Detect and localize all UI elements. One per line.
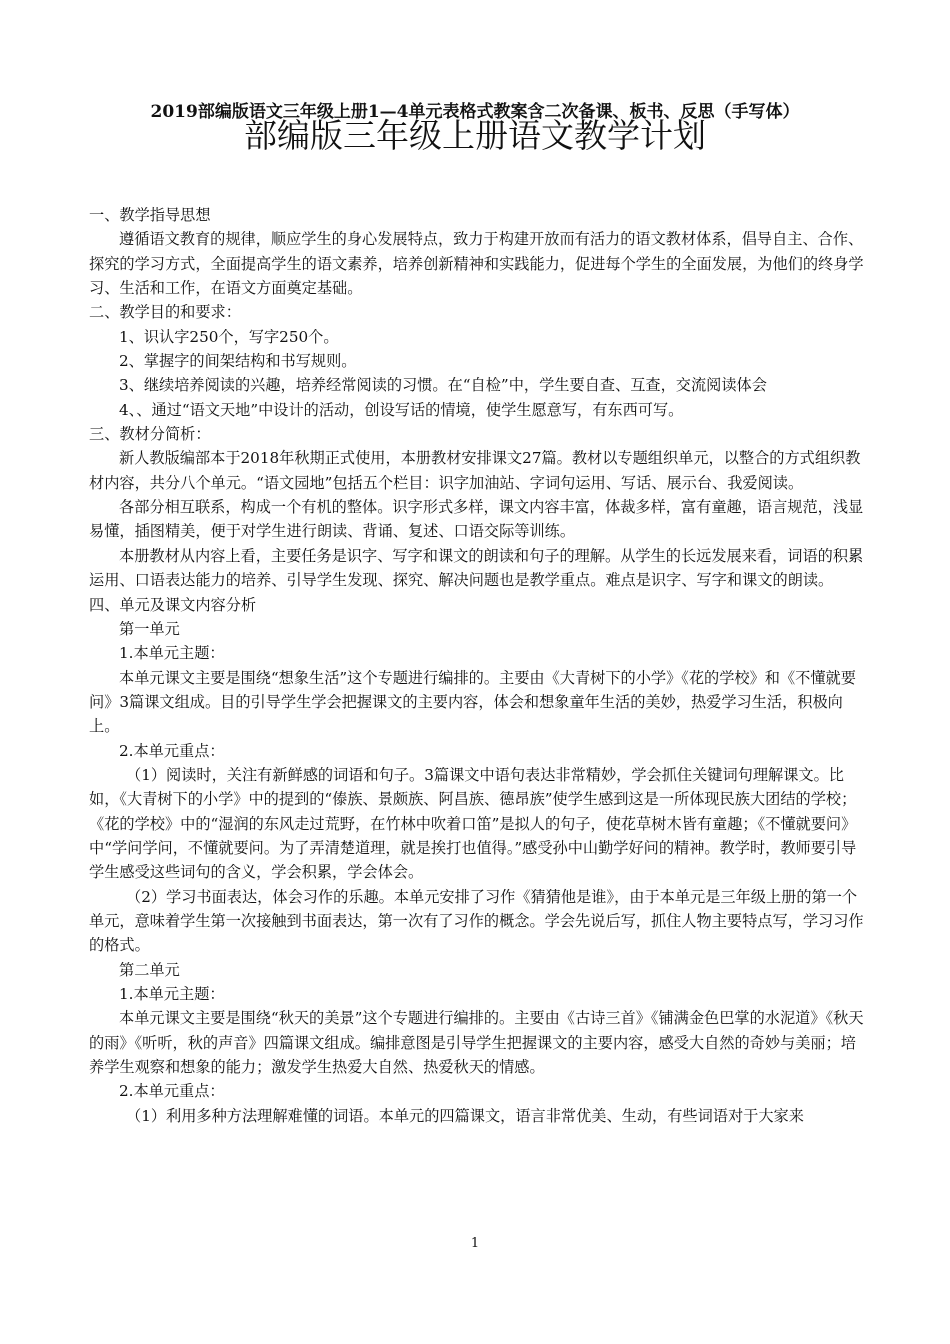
paragraph: 新人教版编部本于2018年秋期正式使用，本册教材安排课文27篇。教材以专题组织单元，以整合的方式组织教材内容，共分八个单元。“语文园地”包括五个栏目：识字加油站、字词句运用、写话、展示台、我爱阅读。 (89, 449, 861, 492)
section-heading: 一、教学指导思想 (89, 206, 211, 224)
section-heading: 三、教材分简析： (89, 425, 211, 444)
document-body (89, 203, 865, 1128)
unit-heading: 第二单元 (119, 960, 180, 979)
paragraph: 本单元课文主要是围绕“想象生活”这个专题进行编排的。主要由《大青树下的小学》《花的学校》和《不懂就要问》3篇课文组成。目的引导学生学会把握课文的主要内容，体会和想象童年生活的美妙，热爱学习生活，积极向上。 (89, 668, 856, 736)
document-title: 部编版三年级上册语文教学计划 (244, 116, 706, 155)
paragraph: 各部分相互联系，构成一个有机的整体。识字形式多样，课文内容丰富，体裁多样，富有童趣，语言规范，浅显易懂，插图精美，便于对学生进行朗读、背诵、复述、口语交际等训练。 (89, 498, 864, 541)
document-supertitle: 2019部编版语文三年级上册1—4单元表格式教案含二次备课、板书、反思（手写体） (150, 102, 800, 122)
subheading: 2.本单元重点： (119, 741, 225, 760)
paragraph: （2）学习书面表达，体会习作的乐趣。本单元安排了习作《猜猜他是谁》，由于本单元是三年级上册的第一个单元，意味着学生第一次接触到书面表达，第一次有了习作的概念。学会先说后写，抓住人物主要特点写，学习习作的格式。 (89, 887, 864, 955)
subheading: 2.本单元重点： (119, 1082, 225, 1101)
list-item: 2、掌握字的间架结构和书写规则。 (119, 352, 357, 371)
paragraph: 遵循语文教育的规律，顺应学生的身心发展特点，致力于构建开放而有活力的语文教材体系，倡导自主、合作、探究的学习方式，全面提高学生的语文素养，培养创新精神和实践能力，促进每个学生的全面发展，为他们的终身学习、生活和工作，在语文方面奠定基础。 (89, 230, 864, 298)
list-item: 4、、通过“语文天地”中设计的活动，创设写话的情境，使学生愿意写，有东西可写。 (119, 400, 684, 419)
paragraph: （1）利用多种方法理解难懂的词语。本单元的四篇课文，语言非常优美、生动，有些词语对于大家来 (126, 1106, 804, 1125)
list-item: 3、继续培养阅读的兴趣，培养经常阅读的习惯。在“自检”中，学生要自查、互查，交流阅读体会 (119, 376, 767, 395)
paragraph: 本单元课文主要是围绕“秋天的美景”这个专题进行编排的。主要由《古诗三首》《铺满金色巴掌的水泥道》《秋天的雨》《听听，秋的声音》四篇课文组成。编排意图是引导学生把握课文的主要内容，感受大自然的奇妙与美丽；培养学生观察和想象的能力；激发学生热爱大自然、热爱秋天的情感。 (89, 1009, 864, 1077)
section-heading: 二、教学目的和要求： (89, 303, 241, 322)
list-item: 1、识认字250个，写字250个。 (119, 327, 339, 346)
subheading: 1.本单元主题： (119, 985, 225, 1003)
page-number: 1 (470, 1236, 480, 1251)
paragraph: （1）阅读时，关注有新鲜感的词语和句子。3篇课文中语句表达非常精妙，学会抓住关键词句理解课文。比如，《大青树下的小学》中的提到的“傣族、景颇族、阿昌族、德昂族”使学生感到这是一所体现民族大团结的学校；《花的学校》中的“湿润的东风走过荒野，在竹林中吹着口笛”是拟人的句子，使花草树木皆有童趣；《不懂就要问》中“学问学问，不懂就要问。为了弄清楚道理，就是挨打也值得。”感受孙中山勤学好问的精神。教学时，教师要引导学生感受这些词句的含义，学会积累，学会体会。 (89, 765, 857, 882)
subheading: 1.本单元主题： (119, 644, 225, 663)
section-heading: 四、单元及课文内容分析 (89, 595, 257, 614)
paragraph: 本册教材从内容上看，主要任务是识字、写字和课文的朗读和句子的理解。从学生的长远发展来看，词语的积累运用、口语表达能力的培养、引导学生发现、探究、解决问题也是教学重点。难点是识字、写字和课文的朗读。 (89, 546, 864, 590)
unit-heading: 第一单元 (119, 619, 180, 638)
